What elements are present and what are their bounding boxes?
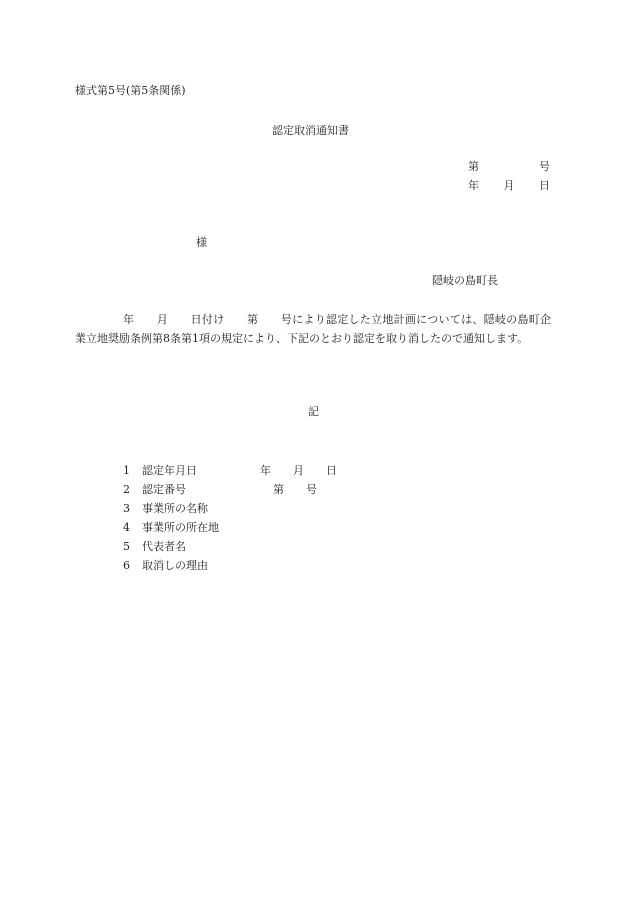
item-label: 事業所の名称 xyxy=(142,502,208,515)
issuer-name: 隠岐の島町長 xyxy=(432,274,498,287)
form-number: 様式第5号(第5条関係) xyxy=(75,84,186,97)
item-number: 3 xyxy=(123,502,130,515)
item-value: 第 号 xyxy=(273,483,317,496)
reference-number-prefix: 第 xyxy=(468,160,479,173)
item-number: 4 xyxy=(123,521,130,534)
body-paragraph: 年 月 日付け 第 号により認定した立地計画については、隠岐の島町企業立地奨励条例第8条第1項の規定により、下記のとおり認定を取り消したので通知します。 xyxy=(75,313,551,345)
item-number: 5 xyxy=(123,540,130,553)
item-label: 認定年月日 xyxy=(142,464,197,477)
document-title: 認定取消通知書 xyxy=(272,124,349,137)
item-label: 代表者名 xyxy=(142,540,186,553)
reference-number-suffix: 号 xyxy=(539,160,550,173)
item-number: 2 xyxy=(123,483,130,496)
item-value: 年 月 日 xyxy=(260,464,337,477)
item-label: 取消しの理由 xyxy=(142,559,208,572)
issue-date-month: 月 xyxy=(503,179,515,192)
item-label: 事業所の所在地 xyxy=(142,521,219,534)
item-number: 6 xyxy=(123,559,130,572)
issue-date-year: 年 xyxy=(468,179,479,192)
item-number: 1 xyxy=(123,464,130,477)
reference-number xyxy=(468,160,550,174)
issue-date xyxy=(468,179,550,193)
notice-ki: 記 xyxy=(308,405,319,418)
item-label: 認定番号 xyxy=(142,483,186,496)
addressee-honorific: 様 xyxy=(196,236,207,249)
issue-date-day: 日 xyxy=(539,179,550,192)
